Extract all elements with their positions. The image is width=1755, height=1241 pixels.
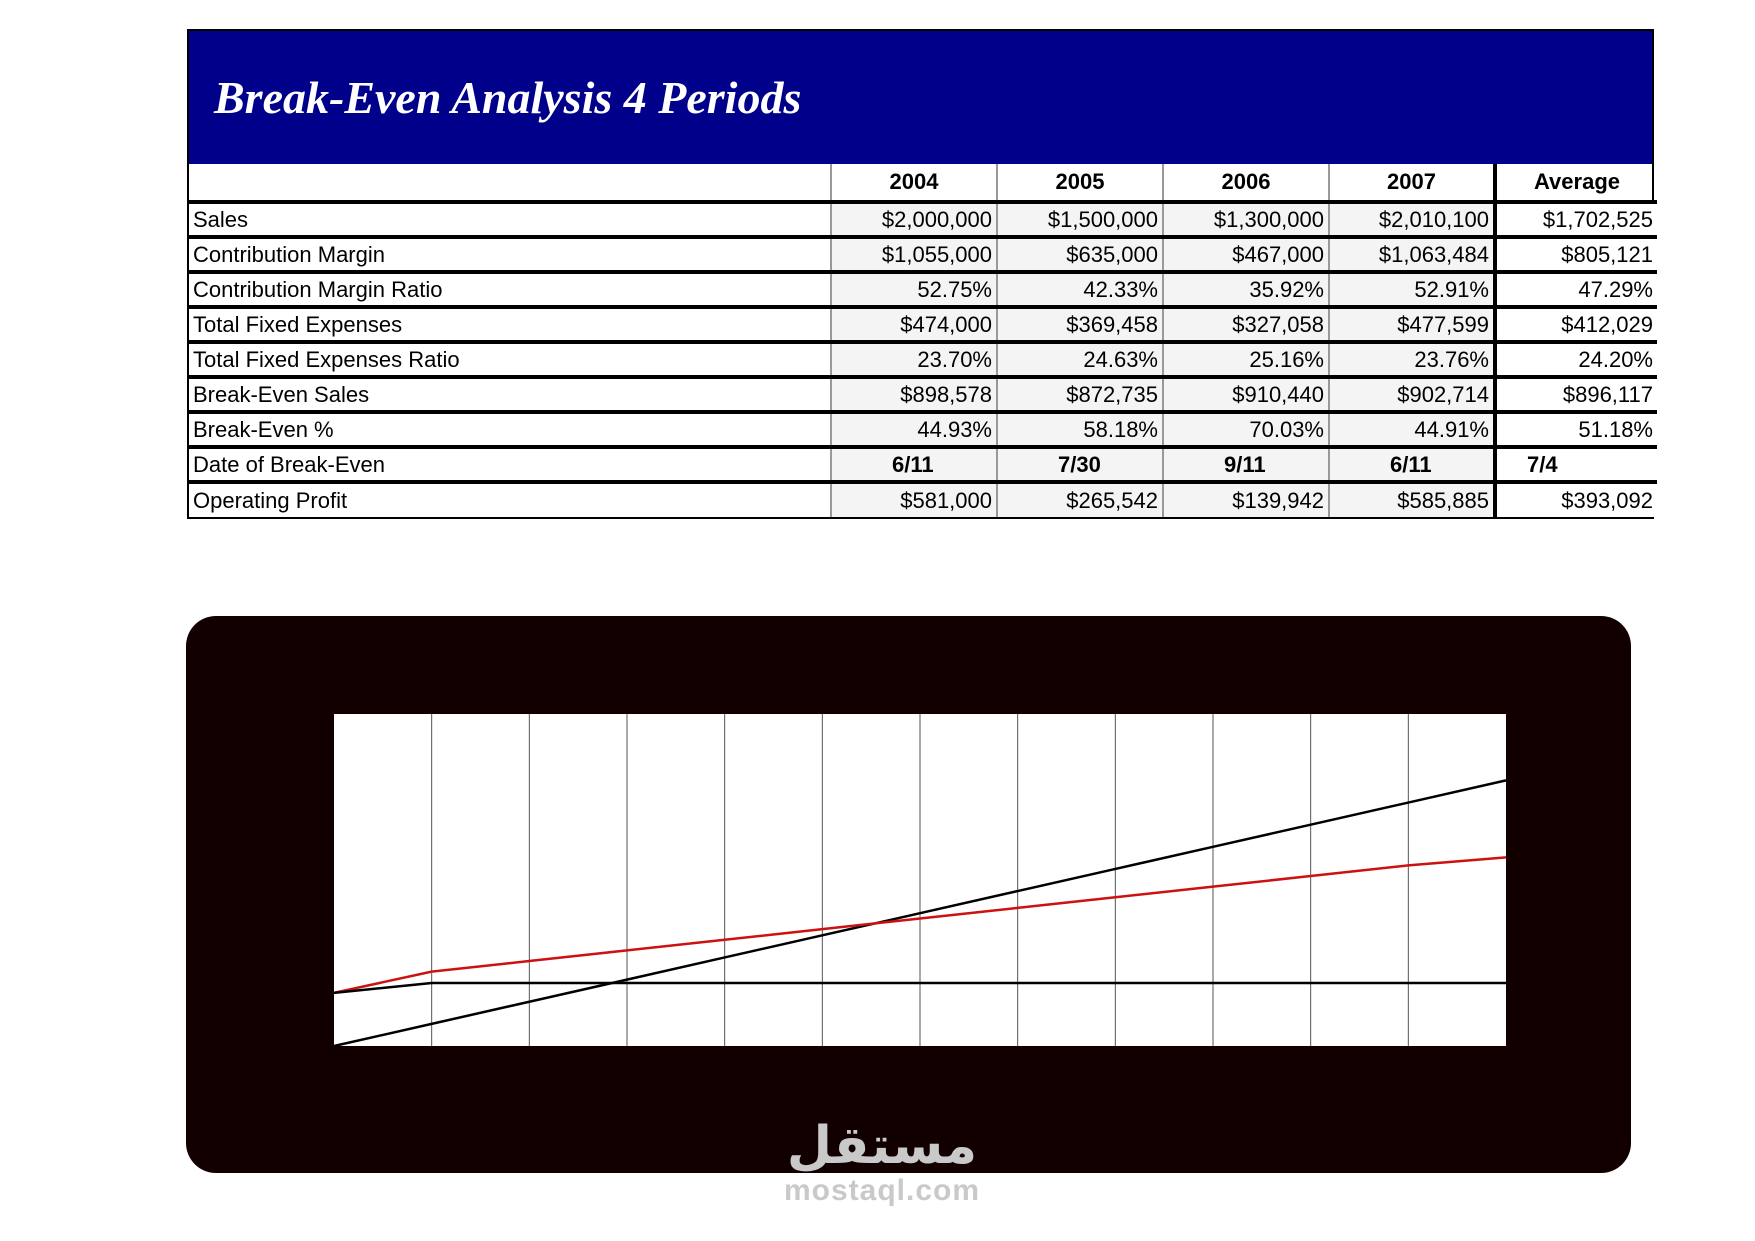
x-tick-label: Jan bbox=[325, 1060, 346, 1090]
cell-2005: 42.33% bbox=[997, 272, 1163, 307]
header-blank bbox=[189, 164, 831, 202]
cell-2004: $2,000,000 bbox=[831, 202, 997, 237]
cell-2006: $327,058 bbox=[1163, 307, 1329, 342]
x-tick-label: Oct bbox=[1204, 1060, 1225, 1089]
cell-2007: $477,599 bbox=[1329, 307, 1495, 342]
x-tick-label: Nov bbox=[1301, 1060, 1322, 1093]
cell-2005: $872,735 bbox=[997, 377, 1163, 412]
column-header-2004: 2004 bbox=[831, 164, 997, 202]
cell-average: 51.18% bbox=[1495, 412, 1657, 447]
cell-average: 7/4 bbox=[1495, 447, 1657, 482]
row-label: Break-Even % bbox=[189, 412, 831, 447]
x-tick-label: Feb bbox=[422, 1060, 443, 1092]
cell-2006: $467,000 bbox=[1163, 237, 1329, 272]
y-tick-label: $0 bbox=[297, 1036, 320, 1058]
table-row-contribution-margin bbox=[189, 237, 1657, 272]
row-label: Sales bbox=[189, 202, 831, 237]
table-title-band bbox=[189, 31, 1652, 164]
cell-2005: $1,500,000 bbox=[997, 202, 1163, 237]
row-label: Total Fixed Expenses bbox=[189, 307, 831, 342]
x-tick-label: Dec bbox=[1497, 1060, 1518, 1093]
x-tick-label: Jun bbox=[813, 1060, 834, 1090]
watermark-url: mostaql.com bbox=[783, 1174, 981, 1207]
cell-average: $1,702,525 bbox=[1495, 202, 1657, 237]
table-body bbox=[189, 202, 1657, 517]
cell-2005: 7/30 bbox=[997, 447, 1163, 482]
row-label: Total Fixed Expenses Ratio bbox=[189, 342, 831, 377]
table-row-break-even-sales bbox=[189, 377, 1657, 412]
cell-2007: $1,063,484 bbox=[1329, 237, 1495, 272]
cell-2006: 9/11 bbox=[1163, 447, 1329, 482]
cell-average: $393,092 bbox=[1495, 482, 1657, 517]
chart-title: Break-Even Analysis First Period bbox=[757, 647, 1071, 669]
cell-2007: $2,010,100 bbox=[1329, 202, 1495, 237]
column-header-2005: 2005 bbox=[997, 164, 1163, 202]
cell-2005: 58.18% bbox=[997, 412, 1163, 447]
table-row-operating-profit bbox=[189, 482, 1657, 517]
cell-average: $412,029 bbox=[1495, 307, 1657, 342]
cell-average: 47.29% bbox=[1495, 272, 1657, 307]
cell-2006: 25.16% bbox=[1163, 342, 1329, 377]
cell-2005: $369,458 bbox=[997, 307, 1163, 342]
cell-2006: $1,300,000 bbox=[1163, 202, 1329, 237]
break-even-chart bbox=[186, 616, 1631, 1176]
cell-2006: 70.03% bbox=[1163, 412, 1329, 447]
table-row-contribution-margin-ratio bbox=[189, 272, 1657, 307]
cell-2004: $474,000 bbox=[831, 307, 997, 342]
report-title: Break-Even Analysis 4 Periods bbox=[214, 72, 802, 123]
cell-2004: 6/11 bbox=[831, 447, 997, 482]
y-tick-label: $500,000 bbox=[236, 969, 320, 992]
cell-2007: $902,714 bbox=[1329, 377, 1495, 412]
x-tick-label: Aug bbox=[1008, 1060, 1029, 1093]
table-row-total-fixed-expenses bbox=[189, 307, 1657, 342]
table-row-break-even-percent bbox=[189, 412, 1657, 447]
y-tick-label: $1,500,000 bbox=[219, 836, 320, 859]
cell-2006: $910,440 bbox=[1163, 377, 1329, 412]
cell-2004: 23.70% bbox=[831, 342, 997, 377]
row-label: Operating Profit bbox=[189, 482, 831, 517]
table-row-total-fixed-expenses-ratio bbox=[189, 342, 1657, 377]
x-tick-label: Mar bbox=[520, 1060, 541, 1091]
watermark-logo: مستقل bbox=[786, 1116, 978, 1176]
cell-2006: $139,942 bbox=[1163, 482, 1329, 517]
watermark bbox=[772, 1118, 992, 1208]
x-tick-label: Apr bbox=[618, 1060, 639, 1089]
cell-2004: $898,578 bbox=[831, 377, 997, 412]
cell-2007: $585,885 bbox=[1329, 482, 1495, 517]
y-tick-label: $2,500,000 bbox=[219, 704, 320, 726]
cell-2004: $581,000 bbox=[831, 482, 997, 517]
x-tick-label: May bbox=[715, 1060, 736, 1095]
header-row bbox=[189, 164, 1657, 202]
x-tick-label: Jul bbox=[911, 1060, 932, 1084]
cell-2005: $265,542 bbox=[997, 482, 1163, 517]
cell-2004: 44.93% bbox=[831, 412, 997, 447]
y-tick-label: $1,000,000 bbox=[219, 903, 320, 926]
cell-2007: 44.91% bbox=[1329, 412, 1495, 447]
x-tick-label: Dec bbox=[1399, 1060, 1420, 1093]
cell-2007: 23.76% bbox=[1329, 342, 1495, 377]
cell-average: 24.20% bbox=[1495, 342, 1657, 377]
table-row-sales bbox=[189, 202, 1657, 237]
cell-average: $805,121 bbox=[1495, 237, 1657, 272]
cell-2007: 52.91% bbox=[1329, 272, 1495, 307]
column-header-2006: 2006 bbox=[1163, 164, 1329, 202]
cell-2004: $1,055,000 bbox=[831, 237, 997, 272]
x-tick-label: Sep bbox=[1106, 1060, 1127, 1093]
cell-average: $896,117 bbox=[1495, 377, 1657, 412]
row-label: Contribution Margin Ratio bbox=[189, 272, 831, 307]
row-label: Break-Even Sales bbox=[189, 377, 831, 412]
break-even-table bbox=[187, 29, 1654, 519]
row-label: Contribution Margin bbox=[189, 237, 831, 272]
column-header-2007: 2007 bbox=[1329, 164, 1495, 202]
cell-2005: 24.63% bbox=[997, 342, 1163, 377]
cell-2007: 6/11 bbox=[1329, 447, 1495, 482]
row-label: Date of Break-Even bbox=[189, 447, 831, 482]
column-header-average: Average bbox=[1495, 164, 1657, 202]
table-row-date-of-break-even bbox=[189, 447, 1657, 482]
cell-2006: 35.92% bbox=[1163, 272, 1329, 307]
chart-panel bbox=[186, 616, 1631, 1176]
cell-2004: 52.75% bbox=[831, 272, 997, 307]
cell-2005: $635,000 bbox=[997, 237, 1163, 272]
y-tick-label: $2,000,000 bbox=[219, 770, 320, 793]
data-grid bbox=[189, 164, 1657, 517]
